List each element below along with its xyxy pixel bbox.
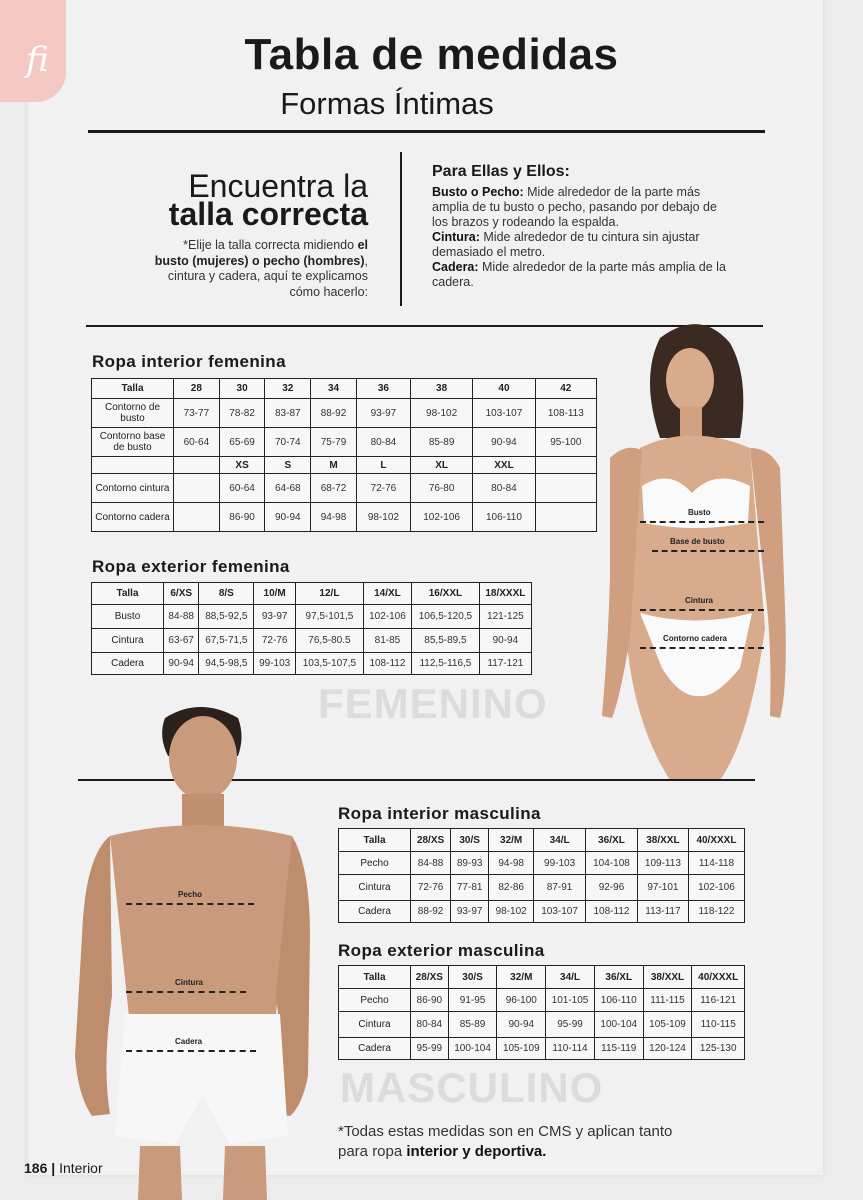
table-cell: 86-90 xyxy=(219,503,265,532)
male-dash-cadera xyxy=(126,1050,256,1052)
table-cell: S xyxy=(265,457,311,474)
table-header-cell: 30/S xyxy=(451,829,489,852)
table-header-cell: 36 xyxy=(356,379,410,399)
table-row xyxy=(92,399,597,428)
table-cell: 95-99 xyxy=(411,1038,449,1060)
table-cell: XS xyxy=(219,457,265,474)
table-cell: 110-114 xyxy=(546,1038,595,1060)
male-model-photo xyxy=(70,696,310,1200)
table-header-cell: 38/XXL xyxy=(637,829,688,852)
row-label: Contorno base de busto xyxy=(92,428,174,457)
table-cell: 88,5-92,5 xyxy=(199,605,254,629)
table-header-cell: 12/L xyxy=(296,583,364,605)
table-cell: 115-119 xyxy=(594,1038,643,1060)
table-cell: 90-94 xyxy=(479,629,531,653)
table-cell: 77-81 xyxy=(451,875,489,901)
table-cell: 121-125 xyxy=(479,605,531,629)
table-header-cell: Talla xyxy=(339,966,411,989)
table-cell: L xyxy=(356,457,410,474)
table-cell: 94-98 xyxy=(489,852,534,875)
table-cell: 90-94 xyxy=(473,428,535,457)
table-cell: 99-103 xyxy=(254,653,296,675)
table-cell: 117-121 xyxy=(479,653,531,675)
table-cell: 65-69 xyxy=(219,428,265,457)
female-dash-cadera xyxy=(640,647,764,649)
table-cell: 67,5-71,5 xyxy=(199,629,254,653)
table-cell: 97,5-101,5 xyxy=(296,605,364,629)
table-cell: 102-106 xyxy=(410,503,472,532)
row-label: Pecho xyxy=(339,989,411,1012)
table-row xyxy=(92,629,532,653)
table-cell: 96-100 xyxy=(497,989,546,1012)
table-cell: 100-104 xyxy=(448,1038,497,1060)
table-cell: 88-92 xyxy=(411,901,451,923)
row-label: Contorno de busto xyxy=(92,399,174,428)
table-cell: 98-102 xyxy=(356,503,410,532)
row-label: Pecho xyxy=(339,852,411,875)
table-row xyxy=(92,474,597,503)
table-cell: 109-113 xyxy=(637,852,688,875)
table-header-cell: 32/M xyxy=(489,829,534,852)
table-cell: 106,5-120,5 xyxy=(412,605,480,629)
table-row xyxy=(339,875,745,901)
female-label-cintura: Cintura xyxy=(685,596,713,605)
table-cell: 118-122 xyxy=(688,901,744,923)
row-label: Cadera xyxy=(339,901,411,923)
table-header-row xyxy=(92,379,597,399)
table-cell: 87-91 xyxy=(534,875,586,901)
table-header-cell: 28 xyxy=(174,379,220,399)
table-row xyxy=(339,1038,745,1060)
table-header-cell: 16/XXL xyxy=(412,583,480,605)
table-header-cell: 30 xyxy=(219,379,265,399)
table-cell: 113-117 xyxy=(637,901,688,923)
table-header-cell: 42 xyxy=(535,379,596,399)
table-cell: 114-118 xyxy=(688,852,744,875)
male-label-cadera: Cadera xyxy=(175,1037,203,1046)
table-cell: 105-109 xyxy=(497,1038,546,1060)
table-cell: 102-106 xyxy=(688,875,744,901)
interior-masculina-table xyxy=(338,828,745,923)
table-header-row xyxy=(92,583,532,605)
page-section: Interior xyxy=(59,1160,103,1176)
page-number: 186 xyxy=(24,1160,48,1176)
table-cell: 70-74 xyxy=(265,428,311,457)
table-cell xyxy=(174,457,220,474)
table-cell: 85,5-89,5 xyxy=(412,629,480,653)
table-cell: 64-68 xyxy=(265,474,311,503)
table-cell: 80-84 xyxy=(473,474,535,503)
table-header-cell: 40/XXXL xyxy=(688,829,744,852)
table-cell: 72-76 xyxy=(411,875,451,901)
row-label: Busto xyxy=(92,605,164,629)
table-cell: 125-130 xyxy=(692,1038,745,1060)
table-header-cell: 32 xyxy=(265,379,311,399)
footnote xyxy=(338,1122,698,1162)
table-cell: 104-108 xyxy=(586,852,638,875)
table-row xyxy=(92,605,532,629)
table-cell: 101-105 xyxy=(546,989,595,1012)
table-cell: 85-89 xyxy=(410,428,472,457)
exterior-masculina-table xyxy=(338,965,745,1060)
table-header-row xyxy=(339,966,745,989)
table-cell: 80-84 xyxy=(411,1012,449,1038)
table-cell: 97-101 xyxy=(637,875,688,901)
table-cell: 99-103 xyxy=(534,852,586,875)
table-cell: 90-94 xyxy=(265,503,311,532)
table-cell: 83-87 xyxy=(265,399,311,428)
guide-cadera-label: Cadera: xyxy=(432,260,479,274)
table-row xyxy=(92,653,532,675)
row-label: Contorno cadera xyxy=(92,503,174,532)
table-header-row xyxy=(339,829,745,852)
footnote-text: *Todas estas medidas son en CMS y aplican tanto para ropa xyxy=(338,1123,673,1160)
table-cell: 90-94 xyxy=(164,653,199,675)
guide-cintura-text: Mide alrededor de tu cintura sin ajustar demasiado el metro. xyxy=(432,230,700,259)
table-header-cell: 8/S xyxy=(199,583,254,605)
interior-masculina-title: Ropa interior masculina xyxy=(338,804,541,823)
table-header-cell: 38 xyxy=(410,379,472,399)
table-cell: 95-99 xyxy=(546,1012,595,1038)
table-cell: 76-80 xyxy=(410,474,472,503)
table-header-cell: 10/M xyxy=(254,583,296,605)
table-header-cell: 34 xyxy=(311,379,357,399)
exterior-femenina-title: Ropa exterior femenina xyxy=(92,557,290,576)
table-cell: 93-97 xyxy=(254,605,296,629)
table-cell: 84-88 xyxy=(164,605,199,629)
guide-title: Para Ellas y Ellos: xyxy=(432,163,570,180)
male-dash-cintura xyxy=(126,991,246,993)
table-cell: 89-93 xyxy=(451,852,489,875)
table-cell: 76,5-80.5 xyxy=(296,629,364,653)
table-cell: 78-82 xyxy=(219,399,265,428)
male-label-pecho: Pecho xyxy=(178,890,203,899)
table-cell: 110-115 xyxy=(692,1012,745,1038)
brand-logo: fi xyxy=(26,40,49,80)
table-header-cell: 40/XXXL xyxy=(692,966,745,989)
male-figure-graphic xyxy=(70,696,310,1200)
table-cell: 63-67 xyxy=(164,629,199,653)
female-figure-graphic xyxy=(600,318,800,780)
intro-note-b: el busto (mujeres) o pecho (hombres) xyxy=(154,238,368,268)
table-cell: 60-64 xyxy=(174,428,220,457)
table-header-cell: 40 xyxy=(473,379,535,399)
table-cell: 85-89 xyxy=(448,1012,497,1038)
row-label: Contorno cintura xyxy=(92,474,174,503)
row-label: Cintura xyxy=(339,875,411,901)
intro-note-c: , cintura y cadera, aquí te explicamos cómo hacerlo: xyxy=(167,253,368,299)
table-header-cell: Talla xyxy=(92,583,164,605)
page-title: Tabla de medidas xyxy=(244,30,619,79)
intro-note xyxy=(148,238,368,300)
table-cell xyxy=(174,474,220,503)
table-cell xyxy=(535,474,596,503)
row-label: Cintura xyxy=(339,1012,411,1038)
footnote-bold: interior y deportiva. xyxy=(406,1143,547,1160)
table-cell: 91-95 xyxy=(448,989,497,1012)
male-dash-pecho xyxy=(126,903,254,905)
table-cell: 81-85 xyxy=(363,629,411,653)
table-cell: M xyxy=(311,457,357,474)
table-header-cell: Talla xyxy=(339,829,411,852)
table-header-cell: 34/L xyxy=(534,829,586,852)
row-label: Cadera xyxy=(339,1038,411,1060)
page-subtitle: Formas Íntimas xyxy=(280,86,494,121)
guide-cintura-label: Cintura: xyxy=(432,230,480,244)
table-cell: 106-110 xyxy=(473,503,535,532)
table-header-cell: 36/XL xyxy=(586,829,638,852)
table-cell: 68-72 xyxy=(311,474,357,503)
table-cell: 103,5-107,5 xyxy=(296,653,364,675)
table-cell: 72-76 xyxy=(356,474,410,503)
table-cell: 73-77 xyxy=(174,399,220,428)
table-cell: 72-76 xyxy=(254,629,296,653)
table-cell: XXL xyxy=(473,457,535,474)
exterior-femenina-table xyxy=(91,582,532,675)
table-row xyxy=(92,428,597,457)
table-header-cell: 14/XL xyxy=(363,583,411,605)
table-header-cell: 34/L xyxy=(546,966,595,989)
table-cell: 103-107 xyxy=(534,901,586,923)
table-cell: 106-110 xyxy=(594,989,643,1012)
table-header-cell: 38/XXL xyxy=(643,966,692,989)
guide-cadera-text: Mide alrededor de la parte más amplia de la cadera. xyxy=(432,260,726,289)
table-cell: 88-92 xyxy=(311,399,357,428)
guide-busto-text: Mide alrededor de la parte más amplia de tu busto o pecho, pasando por debajo de los brazos y rodeando la espalda. xyxy=(432,185,717,229)
table-cell: 90-94 xyxy=(497,1012,546,1038)
table-cell xyxy=(535,457,596,474)
table-cell: 82-86 xyxy=(489,875,534,901)
table-row xyxy=(339,901,745,923)
intro-heading-light: Encuentra la xyxy=(188,168,368,204)
table-cell: 95-100 xyxy=(535,428,596,457)
row-label: Cintura xyxy=(92,629,164,653)
table-cell: 112,5-116,5 xyxy=(412,653,480,675)
female-dash-busto xyxy=(640,521,764,523)
guide-text xyxy=(432,185,732,290)
guide-busto-label: Busto o Pecho: xyxy=(432,185,524,199)
table-cell: 105-109 xyxy=(643,1012,692,1038)
female-dash-cintura xyxy=(640,609,764,611)
table-cell: 116-121 xyxy=(692,989,745,1012)
table-cell: 80-84 xyxy=(356,428,410,457)
table-cell: 98-102 xyxy=(489,901,534,923)
table-cell: 94,5-98,5 xyxy=(199,653,254,675)
table-cell: 98-102 xyxy=(410,399,472,428)
male-label-cintura: Cintura xyxy=(175,978,203,987)
female-label-cadera: Contorno cadera xyxy=(663,634,728,643)
interior-femenina-table xyxy=(91,378,597,532)
female-label-base: Base de busto xyxy=(670,537,725,546)
table-cell: 108-112 xyxy=(363,653,411,675)
female-model-photo xyxy=(600,318,800,780)
table-cell: 120-124 xyxy=(643,1038,692,1060)
table-cell: 84-88 xyxy=(411,852,451,875)
table-cell: 60-64 xyxy=(219,474,265,503)
title-rule xyxy=(88,130,765,133)
table-row xyxy=(339,1012,745,1038)
table-cell: 100-104 xyxy=(594,1012,643,1038)
table-subheader-row xyxy=(92,457,597,474)
table-header-cell: 28/XS xyxy=(411,829,451,852)
page-footer: 186 | Interior xyxy=(24,1160,103,1176)
row-label: Cadera xyxy=(92,653,164,675)
table-row xyxy=(92,503,597,532)
intro-divider xyxy=(400,152,402,306)
table-cell: 93-97 xyxy=(356,399,410,428)
watermark-masculino: MASCULINO xyxy=(340,1064,604,1111)
table-header-cell: 18/XXXL xyxy=(479,583,531,605)
table-cell: 111-115 xyxy=(643,989,692,1012)
female-label-busto: Busto xyxy=(688,508,711,517)
table-cell: 86-90 xyxy=(411,989,449,1012)
intro-note-a: *Elije la talla correcta midiendo xyxy=(183,238,358,252)
table-header-cell: 6/XS xyxy=(164,583,199,605)
table-cell: 92-96 xyxy=(586,875,638,901)
table-cell xyxy=(535,503,596,532)
table-cell: 102-106 xyxy=(363,605,411,629)
table-header-cell: Talla xyxy=(92,379,174,399)
table-header-cell: 32/M xyxy=(497,966,546,989)
row-label xyxy=(92,457,174,474)
table-row xyxy=(339,989,745,1012)
table-header-cell: 30/S xyxy=(448,966,497,989)
female-dash-base xyxy=(652,550,764,552)
table-cell xyxy=(174,503,220,532)
table-cell: 93-97 xyxy=(451,901,489,923)
interior-femenina-title: Ropa interior femenina xyxy=(92,352,286,371)
intro-heading-bold: talla correcta xyxy=(168,196,368,232)
table-cell: XL xyxy=(410,457,472,474)
table-cell: 75-79 xyxy=(311,428,357,457)
table-row xyxy=(339,852,745,875)
table-header-cell: 28/XS xyxy=(411,966,449,989)
table-cell: 94-98 xyxy=(311,503,357,532)
table-cell: 108-113 xyxy=(535,399,596,428)
table-cell: 108-112 xyxy=(586,901,638,923)
table-cell: 103-107 xyxy=(473,399,535,428)
exterior-masculina-title: Ropa exterior masculina xyxy=(338,941,545,960)
watermark-femenino: FEMENINO xyxy=(318,680,548,727)
table-header-cell: 36/XL xyxy=(594,966,643,989)
